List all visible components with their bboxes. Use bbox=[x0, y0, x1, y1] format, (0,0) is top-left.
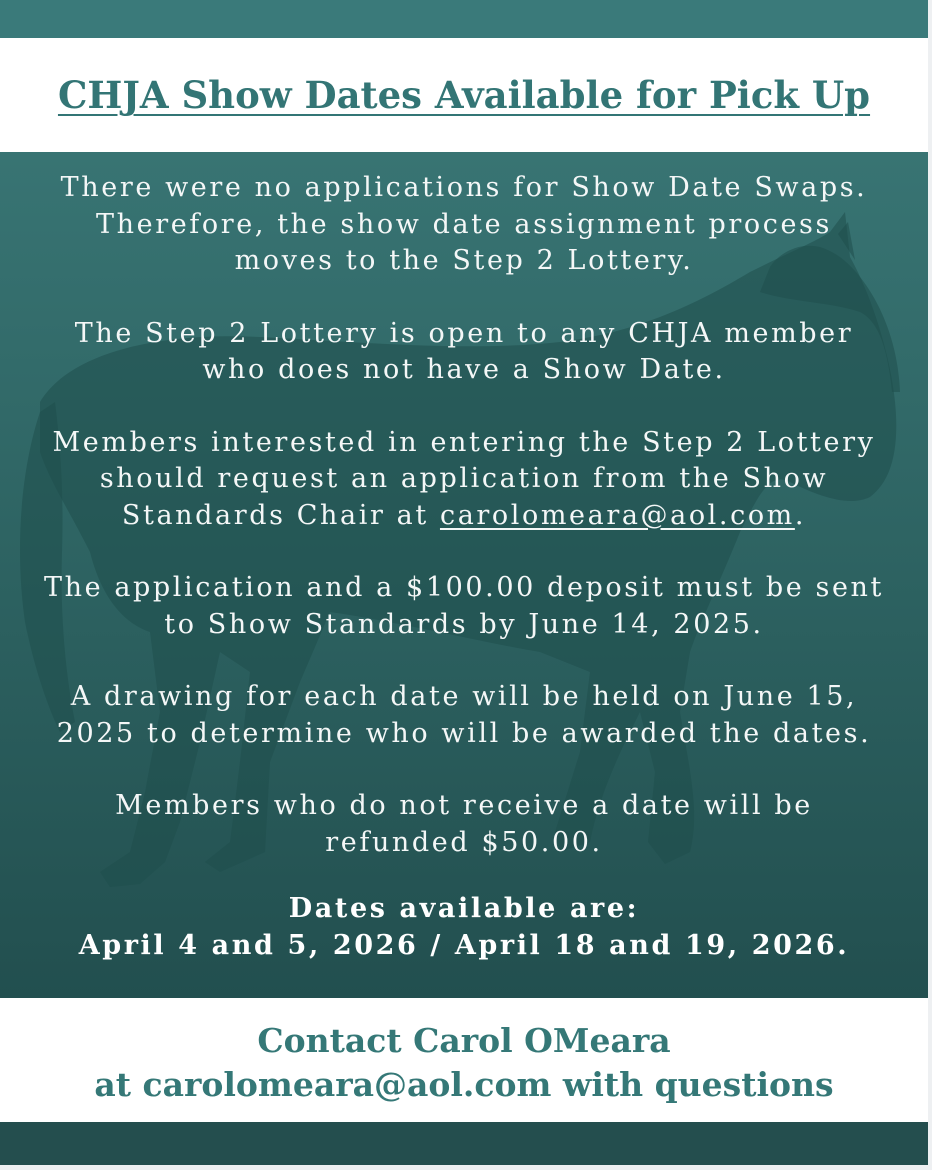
dates-list: April 4 and 5, 2026 / April 18 and 19, 2026. bbox=[78, 930, 850, 961]
text-line: The Step 2 Lottery is open to any CHJA member bbox=[74, 317, 854, 349]
text-line: Members interested in entering the Step 2 Lottery bbox=[52, 426, 876, 458]
text-line: 2025 to determine who will be awarded the dates. bbox=[56, 717, 872, 749]
paragraph-no-swaps bbox=[0, 170, 928, 280]
announcement-panel bbox=[0, 152, 928, 998]
text-line: A drawing for each date will be held on June 15, bbox=[70, 681, 858, 712]
contact-line-2: at carolomeara@aol.com with questions bbox=[94, 1065, 834, 1104]
text-line: moves to the Step 2 Lottery. bbox=[234, 245, 694, 276]
paragraph-refund bbox=[0, 788, 928, 861]
page-title: CHJA Show Dates Available for Pick Up bbox=[57, 73, 871, 117]
contact-line-1: Contact Carol OMeara bbox=[257, 1021, 671, 1060]
text-line-suffix: . bbox=[794, 499, 807, 531]
paragraph-deposit bbox=[0, 570, 928, 643]
text-line: Standards Chair at bbox=[121, 499, 440, 531]
paragraph-request-application bbox=[0, 425, 928, 535]
dates-available bbox=[0, 890, 928, 964]
dates-heading: Dates available are: bbox=[288, 893, 640, 924]
paragraph-drawing bbox=[0, 679, 928, 752]
text-line: who does not have a Show Date. bbox=[202, 354, 726, 385]
text-line: should request an application from the Show bbox=[99, 463, 829, 494]
text-line: There were no applications for Show Date Swaps. bbox=[60, 172, 868, 203]
text-line: refunded $50.00. bbox=[325, 826, 603, 858]
text-line: The application and a $100.00 deposit must be sent bbox=[43, 572, 884, 603]
email-link[interactable]: carolomeara@aol.com bbox=[439, 499, 795, 531]
text-line: to Show Standards by June 14, 2025. bbox=[164, 608, 764, 640]
contact-band bbox=[0, 998, 928, 1122]
bottom-color-bar bbox=[0, 1122, 928, 1165]
top-color-bar bbox=[0, 0, 928, 38]
text-line: Therefore, the show date assignment process bbox=[96, 208, 832, 240]
title-band bbox=[0, 38, 928, 152]
text-line: Members who do not receive a date will be bbox=[115, 790, 813, 821]
announcement-body bbox=[0, 170, 928, 861]
paragraph-eligibility bbox=[0, 316, 928, 389]
